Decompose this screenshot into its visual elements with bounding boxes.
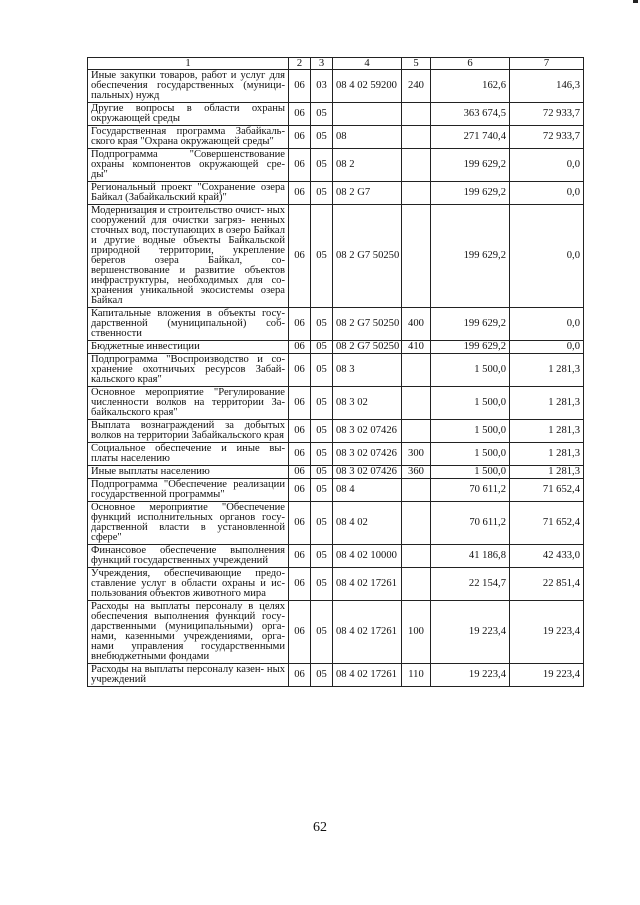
row-amount-year2-cell: 42 433,0 <box>510 545 584 568</box>
row-name-cell: Учреждения, обеспечивающие предо- ставление услуг в области охраны и ис- пользования объектов животного мира <box>88 568 289 601</box>
table-row <box>88 387 584 420</box>
row-amount-year2-cell: 0,0 <box>510 182 584 205</box>
row-target-code-cell: 08 3 02 07426 <box>333 443 402 466</box>
row-amount-year1-cell: 1 500,0 <box>431 354 510 387</box>
row-amount-year1-cell: 1 500,0 <box>431 466 510 479</box>
row-amount-year2-cell: 1 281,3 <box>510 354 584 387</box>
row-amount-year2-cell: 0,0 <box>510 149 584 182</box>
header-cell: 2 <box>289 58 311 70</box>
row-subsection-cell: 05 <box>311 103 333 126</box>
row-target-code-cell: 08 4 02 17261 <box>333 601 402 664</box>
table-row <box>88 308 584 341</box>
row-amount-year1-cell: 199 629,2 <box>431 149 510 182</box>
table-row <box>88 479 584 502</box>
row-amount-year1-cell: 1 500,0 <box>431 387 510 420</box>
row-expense-type-cell <box>402 420 431 443</box>
row-expense-type-cell <box>402 568 431 601</box>
row-section-cell: 06 <box>289 568 311 601</box>
row-name-cell: Основное мероприятие "Регулирование численности волков на территории За- байкальского края" <box>88 387 289 420</box>
row-expense-type-cell: 100 <box>402 601 431 664</box>
row-expense-type-cell <box>402 387 431 420</box>
row-expense-type-cell <box>402 103 431 126</box>
table-row <box>88 103 584 126</box>
row-subsection-cell: 05 <box>311 341 333 354</box>
row-target-code-cell: 08 3 02 07426 <box>333 420 402 443</box>
row-amount-year1-cell: 199 629,2 <box>431 182 510 205</box>
row-expense-type-cell <box>402 205 431 308</box>
table-row <box>88 502 584 545</box>
row-section-cell: 06 <box>289 354 311 387</box>
row-amount-year1-cell: 363 674,5 <box>431 103 510 126</box>
row-section-cell: 06 <box>289 70 311 103</box>
header-cell: 6 <box>431 58 510 70</box>
row-name-cell: Выплата вознаграждений за добытых волков на территории Забайкальского края <box>88 420 289 443</box>
row-amount-year2-cell: 1 281,3 <box>510 443 584 466</box>
header-cell: 4 <box>333 58 402 70</box>
row-section-cell: 06 <box>289 149 311 182</box>
budget-table-container <box>87 57 583 687</box>
row-subsection-cell: 05 <box>311 354 333 387</box>
table-row <box>88 664 584 687</box>
row-target-code-cell: 08 2 G7 50250 <box>333 308 402 341</box>
row-section-cell: 06 <box>289 308 311 341</box>
table-row <box>88 182 584 205</box>
table-header-row <box>88 58 584 70</box>
row-amount-year2-cell: 1 281,3 <box>510 420 584 443</box>
header-cell: 1 <box>88 58 289 70</box>
row-subsection-cell: 05 <box>311 601 333 664</box>
row-name-cell: Расходы на выплаты персоналу казен- ных учреждений <box>88 664 289 687</box>
row-subsection-cell: 05 <box>311 149 333 182</box>
row-expense-type-cell <box>402 479 431 502</box>
row-amount-year2-cell: 1 281,3 <box>510 466 584 479</box>
row-subsection-cell: 05 <box>311 545 333 568</box>
row-amount-year1-cell: 199 629,2 <box>431 205 510 308</box>
row-name-cell: Бюджетные инвестиции <box>88 341 289 354</box>
row-amount-year2-cell: 71 652,4 <box>510 502 584 545</box>
row-amount-year1-cell: 162,6 <box>431 70 510 103</box>
row-amount-year1-cell: 70 611,2 <box>431 502 510 545</box>
row-subsection-cell: 05 <box>311 308 333 341</box>
table-row <box>88 568 584 601</box>
table-row <box>88 545 584 568</box>
row-subsection-cell: 05 <box>311 466 333 479</box>
table-row <box>88 70 584 103</box>
row-amount-year1-cell: 19 223,4 <box>431 664 510 687</box>
row-amount-year2-cell: 0,0 <box>510 205 584 308</box>
row-amount-year1-cell: 271 740,4 <box>431 126 510 149</box>
row-amount-year2-cell: 72 933,7 <box>510 126 584 149</box>
row-target-code-cell: 08 2 <box>333 149 402 182</box>
header-cell: 7 <box>510 58 584 70</box>
table-row <box>88 354 584 387</box>
row-target-code-cell: 08 3 02 07426 <box>333 466 402 479</box>
row-section-cell: 06 <box>289 466 311 479</box>
row-amount-year1-cell: 41 186,8 <box>431 545 510 568</box>
table-row <box>88 466 584 479</box>
row-section-cell: 06 <box>289 205 311 308</box>
row-name-cell: Иные закупки товаров, работ и услуг для обеспечения государственных (муници- пальных) нужд <box>88 70 289 103</box>
row-name-cell: Расходы на выплаты персоналу в целях обеспечения выполнения функций госу- дарственными (муниципальными) орга- нами, казенными учреждениями, орга- нами управления государственными внебюджетными фондами <box>88 601 289 664</box>
row-expense-type-cell <box>402 182 431 205</box>
row-target-code-cell: 08 3 02 <box>333 387 402 420</box>
row-expense-type-cell <box>402 502 431 545</box>
row-name-cell: Социальное обеспечение и иные вы- платы населению <box>88 443 289 466</box>
row-subsection-cell: 05 <box>311 443 333 466</box>
row-name-cell: Подпрограмма "Совершенствование охраны компонентов окружающей сре- ды" <box>88 149 289 182</box>
row-name-cell: Региональный проект "Сохранение озера Байкал (Забайкальский край)" <box>88 182 289 205</box>
row-section-cell: 06 <box>289 664 311 687</box>
row-section-cell: 06 <box>289 387 311 420</box>
page-number: 62 <box>313 820 327 835</box>
row-section-cell: 06 <box>289 545 311 568</box>
row-name-cell: Подпрограмма "Обеспечение реализации государственной программы" <box>88 479 289 502</box>
table-row <box>88 205 584 308</box>
row-section-cell: 06 <box>289 182 311 205</box>
row-section-cell: 06 <box>289 502 311 545</box>
row-amount-year1-cell: 1 500,0 <box>431 443 510 466</box>
row-target-code-cell: 08 4 02 59200 <box>333 70 402 103</box>
table-row <box>88 341 584 354</box>
header-cell: 5 <box>402 58 431 70</box>
row-expense-type-cell <box>402 126 431 149</box>
row-amount-year2-cell: 19 223,4 <box>510 664 584 687</box>
row-target-code-cell: 08 2 G7 50250 <box>333 341 402 354</box>
row-subsection-cell: 05 <box>311 182 333 205</box>
row-subsection-cell: 05 <box>311 205 333 308</box>
row-name-cell: Подпрограмма "Воспроизводство и со- хранение охотничьих ресурсов Забай- кальского края" <box>88 354 289 387</box>
header-cell: 3 <box>311 58 333 70</box>
budget-table <box>87 57 584 687</box>
row-subsection-cell: 05 <box>311 502 333 545</box>
row-subsection-cell: 05 <box>311 664 333 687</box>
row-subsection-cell: 05 <box>311 479 333 502</box>
row-target-code-cell: 08 4 02 17261 <box>333 568 402 601</box>
row-amount-year1-cell: 70 611,2 <box>431 479 510 502</box>
row-target-code-cell: 08 4 02 17261 <box>333 664 402 687</box>
row-target-code-cell: 08 2 G7 50250 <box>333 205 402 308</box>
row-target-code-cell: 08 2 G7 <box>333 182 402 205</box>
row-section-cell: 06 <box>289 126 311 149</box>
table-row <box>88 420 584 443</box>
row-amount-year2-cell: 146,3 <box>510 70 584 103</box>
row-expense-type-cell: 300 <box>402 443 431 466</box>
row-target-code-cell <box>333 103 402 126</box>
table-row <box>88 126 584 149</box>
row-amount-year1-cell: 1 500,0 <box>431 420 510 443</box>
row-section-cell: 06 <box>289 103 311 126</box>
scan-corner-mark <box>633 0 638 3</box>
row-name-cell: Модернизация и строительство очист- ных сооружений для очистки загряз- ненных сточных вод, поступающих в озеро Байкал и другие водные объекты Байкальской природной территории, укрепление берегов озера Байкал, со- вершенствование и развитие объектов инфраструктуры, необходимых для со- хранения уникальной экосистемы озера Байкал <box>88 205 289 308</box>
row-section-cell: 06 <box>289 443 311 466</box>
row-name-cell: Капитальные вложения в объекты госу- дарственной (муниципальной) соб- ственности <box>88 308 289 341</box>
row-section-cell: 06 <box>289 341 311 354</box>
row-target-code-cell: 08 4 02 <box>333 502 402 545</box>
row-expense-type-cell <box>402 354 431 387</box>
row-amount-year2-cell: 22 851,4 <box>510 568 584 601</box>
row-amount-year2-cell: 19 223,4 <box>510 601 584 664</box>
row-subsection-cell: 05 <box>311 387 333 420</box>
row-target-code-cell: 08 4 02 10000 <box>333 545 402 568</box>
row-expense-type-cell <box>402 545 431 568</box>
row-expense-type-cell <box>402 149 431 182</box>
row-name-cell: Финансовое обеспечение выполнения функций государственных учреждений <box>88 545 289 568</box>
table-row <box>88 443 584 466</box>
row-target-code-cell: 08 <box>333 126 402 149</box>
row-subsection-cell: 05 <box>311 420 333 443</box>
row-target-code-cell: 08 3 <box>333 354 402 387</box>
row-name-cell: Основное мероприятие "Обеспечение функций исполнительных органов госу- дарственной власти в установленной сфере" <box>88 502 289 545</box>
row-amount-year2-cell: 1 281,3 <box>510 387 584 420</box>
row-amount-year1-cell: 199 629,2 <box>431 308 510 341</box>
row-amount-year2-cell: 72 933,7 <box>510 103 584 126</box>
row-amount-year1-cell: 22 154,7 <box>431 568 510 601</box>
row-subsection-cell: 05 <box>311 568 333 601</box>
row-expense-type-cell: 400 <box>402 308 431 341</box>
row-amount-year2-cell: 0,0 <box>510 341 584 354</box>
row-name-cell: Другие вопросы в области охраны окружающей среды <box>88 103 289 126</box>
row-expense-type-cell: 110 <box>402 664 431 687</box>
row-amount-year1-cell: 19 223,4 <box>431 601 510 664</box>
row-expense-type-cell: 240 <box>402 70 431 103</box>
row-section-cell: 06 <box>289 420 311 443</box>
row-subsection-cell: 05 <box>311 126 333 149</box>
row-amount-year1-cell: 199 629,2 <box>431 341 510 354</box>
row-expense-type-cell: 410 <box>402 341 431 354</box>
row-subsection-cell: 03 <box>311 70 333 103</box>
row-name-cell: Иные выплаты населению <box>88 466 289 479</box>
row-section-cell: 06 <box>289 601 311 664</box>
row-name-cell: Государственная программа Забайкаль- ского края "Охрана окружающей среды" <box>88 126 289 149</box>
row-section-cell: 06 <box>289 479 311 502</box>
row-target-code-cell: 08 4 <box>333 479 402 502</box>
row-amount-year2-cell: 71 652,4 <box>510 479 584 502</box>
row-amount-year2-cell: 0,0 <box>510 308 584 341</box>
row-expense-type-cell: 360 <box>402 466 431 479</box>
table-row <box>88 149 584 182</box>
table-row <box>88 601 584 664</box>
